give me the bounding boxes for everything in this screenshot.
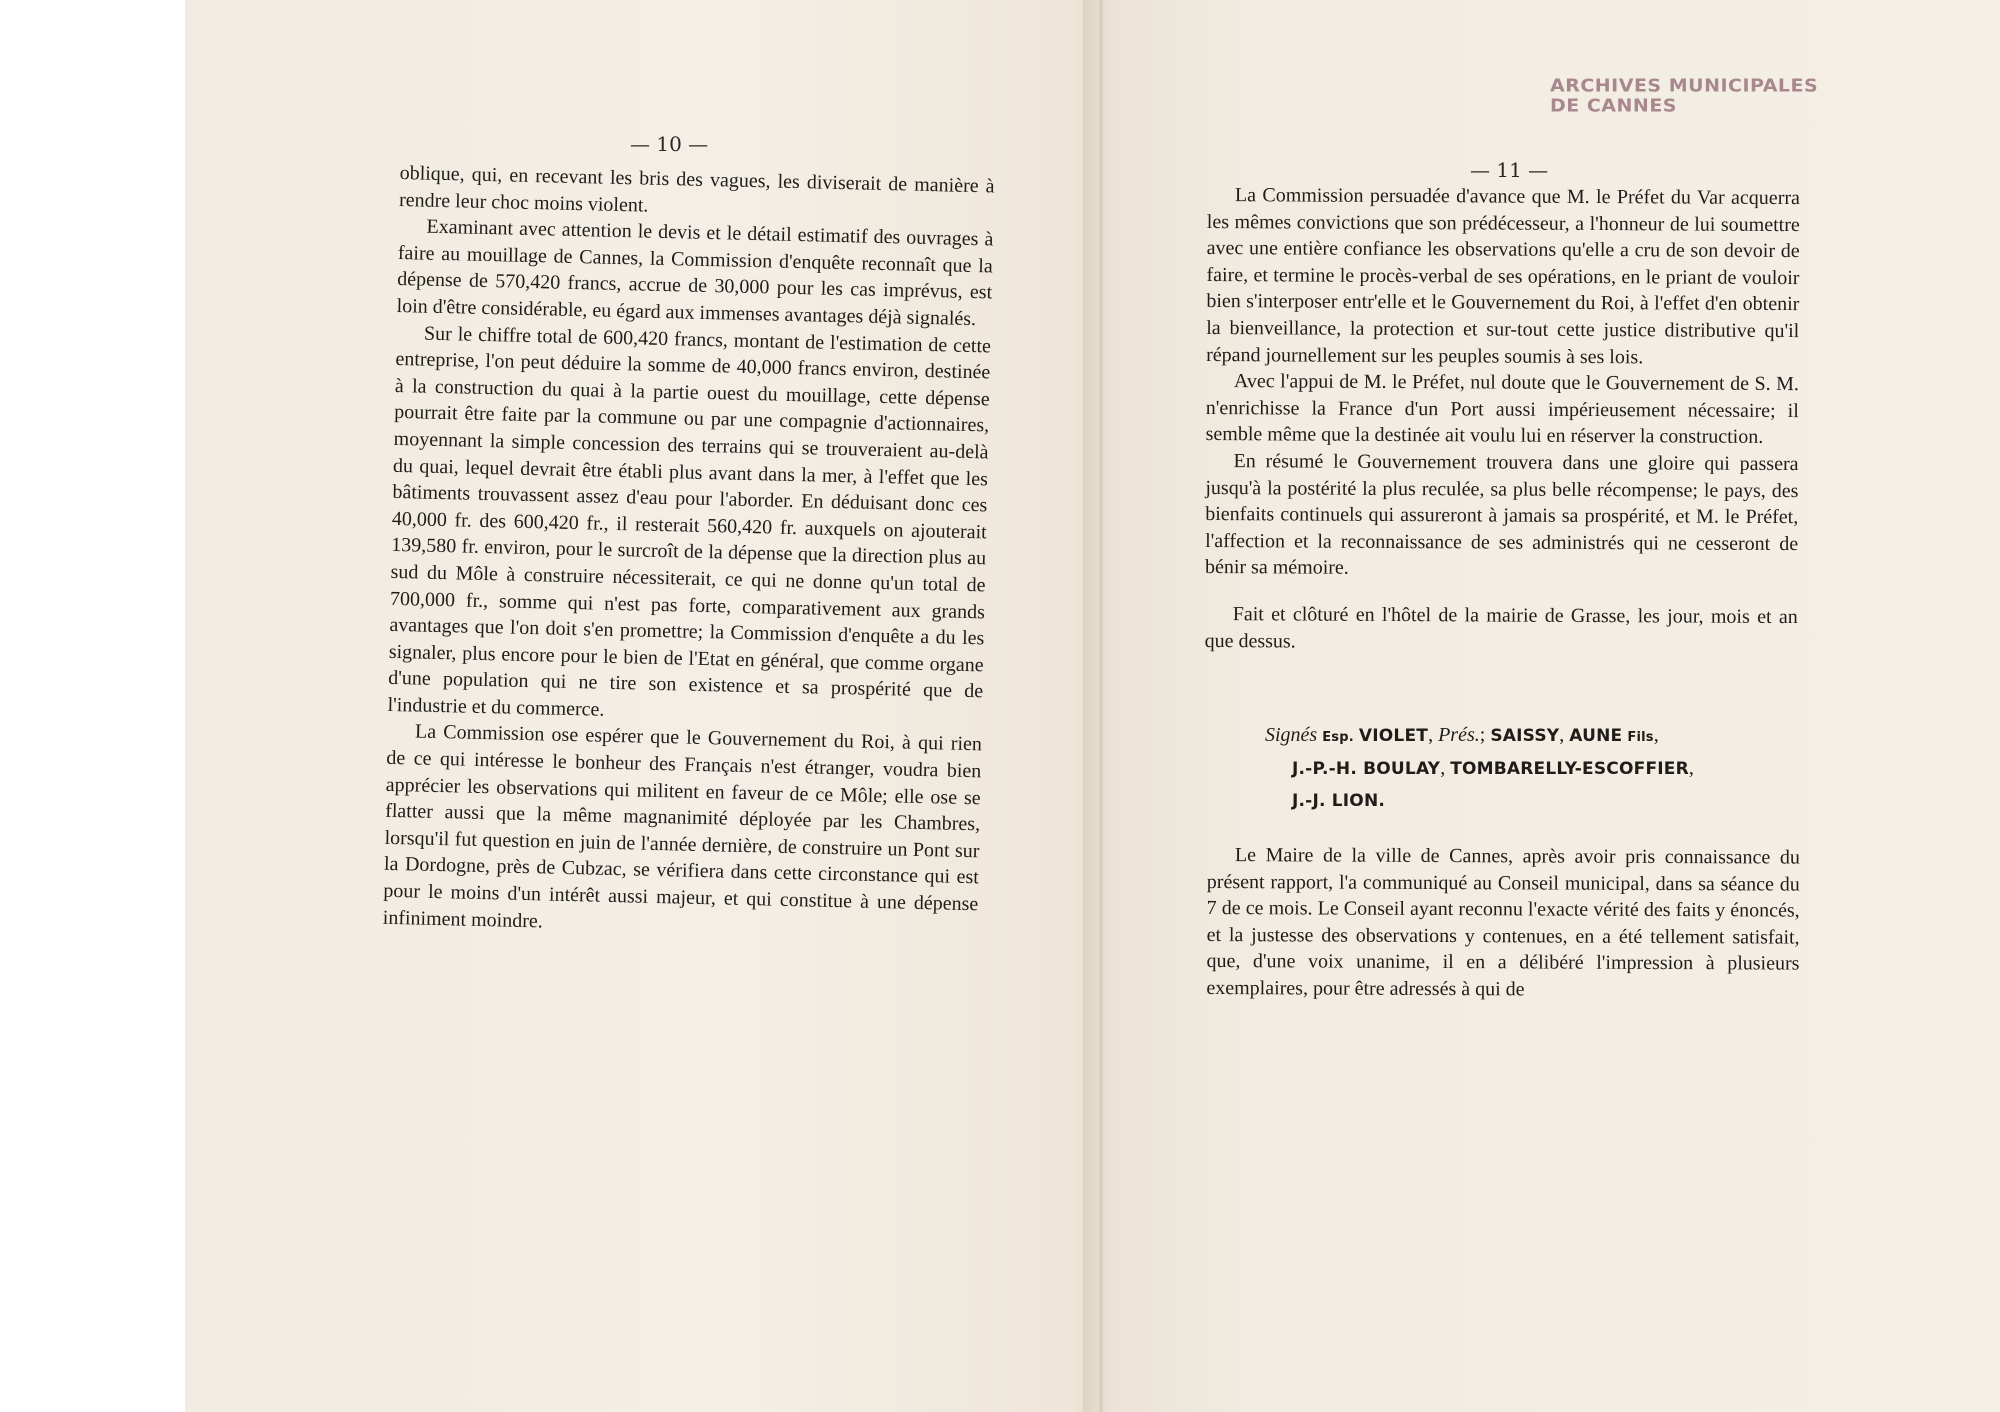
signer-suffix: Fils: [1627, 730, 1654, 745]
paragraph: La Commission persuadée d'avance que M. le Préfet du Var acquerra les mêmes convictions que son prédécesseur, a l'honneur de lui soumettre avec une entière confiance les observations qu'elle a cru de son devoir de faire, et termine le procès-verbal de ses opérations, en le priant de vouloir bien s'interposer entr'elle et le Gouvernement du Roi, à l'effet d'en obtenir la bienveillance, la protection et sur-tout cette justice distributive qu'il répand journellement sur les peuples soumis à ses lois.: [1206, 184, 1800, 368]
signer-name: J.-P.-H. BOULAY: [1292, 759, 1441, 779]
paragraph: La Commission ose espérer que le Gouvernement du Roi, à qui rien de ce qui intéresse le bonheur des Français n'est étranger, voudra bien apprécier les observations qui militent en faveur de ce Môle; elle ose se flatter aussi que la même magnanimité déployée par les Chambres, lorsqu'il fut question en juin de l'année dernière, de construire un Pont sur la Dordogne, près de Cubzac, se vérifiera dans cette circonstance qui est pour le moins d'un intérêt aussi majeur, et qui constitue à une dépense infiniment moindre.: [382, 720, 983, 933]
signer-title: Prés.: [1438, 724, 1480, 746]
signer-name: VIOLET: [1358, 726, 1429, 746]
page-number-right: — 11 —: [1470, 158, 1549, 182]
signature-line: [1265, 785, 1765, 817]
signer-name: SAISSY: [1490, 726, 1560, 746]
paragraph: En résumé le Gouvernement trouvera dans une gloire qui passera jusqu'à la postérité la plus reculée, sa plus belle récompense; le pays, des bienfaits continuels qui assureront à jamais sa prospérité, et M. le Préfet, l'affection et la reconnaissance de ses administrés qui ne cesseront de bénir sa mémoire.: [1204, 450, 1799, 580]
signer-name: AUNE: [1569, 726, 1623, 746]
paragraph: Le Maire de la ville de Cannes, après avoir pris connaissance du présent rapport, l'a communiqué au Conseil municipal, dans sa séance du 7 de ce mois. Le Conseil ayant reconnu l'exacte vérité des faits y énoncés, et la justesse des observations y contenues, en a été tellement satisfait, que, d'une voix unanime, il en a délibéré l'impression à plusieurs exemplaires, pour être adressés à qui de: [1206, 844, 1800, 1001]
paragraph: Sur le chiffre total de 600,420 francs, montant de l'estimation de cette entreprise, l'on peut déduire la somme de 40,000 francs environ, destinée à la construction du quai à la partie ouest du mouillage, cette dépense pourrait être faite par la commune ou par une compagnie d'actionnaires, moyennant la simple concession des terrains qui se trouveraient au-delà du quai, lequel devrait être établi plus avant dans la mer, à l'effet que les bâtiments trouvassent assez d'eau pour l'aborder. En déduisant donc ces 40,000 fr. des 600,420 fr., il resterait 560,420 fr. auxquels on ajouterait 139,580 fr. environ, pour le surcroît de la dépense que la direction plus au sud du Môle à construire nécessiterait, ce qui ne donne qu'un total de 700,000 fr., somme qui n'est pas forte, comparativement aux grands avantages que l'on doit s'en promettre; la Commission d'enquête a du les signaler, plus encore pour le bien de l'Etat en général, que comme organe d'une population qui ne tire son existence et sa prospérité que de l'industrie et du commerce.: [387, 322, 992, 721]
paragraph: oblique, qui, en recevant les bris des vagues, les diviserait de manière à rendre leur choc moins violent.: [398, 161, 995, 217]
signer-name: TOMBARELLY-ESCOFFIER: [1450, 759, 1689, 779]
signer-name: J.-J. LION.: [1292, 791, 1386, 811]
page-number-left: — 10 —: [630, 132, 709, 156]
signature-line: Signés Esp. VIOLET, Prés.; SAISSY, AUNE Fils,: [1265, 724, 1659, 746]
archive-stamp: ARCHIVES MUNICIPALES DE CANNES: [1550, 75, 1819, 117]
signer-prefix: Esp.: [1322, 730, 1354, 745]
signature-block: [1265, 720, 1765, 817]
right-page-text: [1205, 182, 1800, 657]
book-gutter: [1098, 0, 1104, 1412]
left-page-text: [383, 160, 995, 945]
paragraph: Fait et clôturé en l'hôtel de la mairie de Grasse, les jour, mois et an que dessus.: [1204, 603, 1798, 652]
paragraph: Avec l'appui de M. le Préfet, nul doute que le Gouvernement de S. M. n'enrichisse la France d'un Port aussi impérieusement nécessaire; il semble même que la destinée ait voulu lui en réserver la construction.: [1205, 370, 1800, 449]
signed-label: Signés: [1265, 724, 1318, 746]
right-page-closing-text: [1206, 842, 1800, 1004]
signature-line: J.-P.-H. BOULAY, TOMBARELLY-ESCOFFIER,: [1292, 757, 1694, 779]
paragraph: Examinant avec attention le devis et le détail estimatif des ouvrages à faire au mouillage de Cannes, la Commission d'enquête reconnaît que la dépense de 570,420 francs, accrue de 30,000 pour les cas imprévus, est loin d'être considérable, eu égard aux immenses avantages déjà signalés.: [396, 215, 994, 331]
